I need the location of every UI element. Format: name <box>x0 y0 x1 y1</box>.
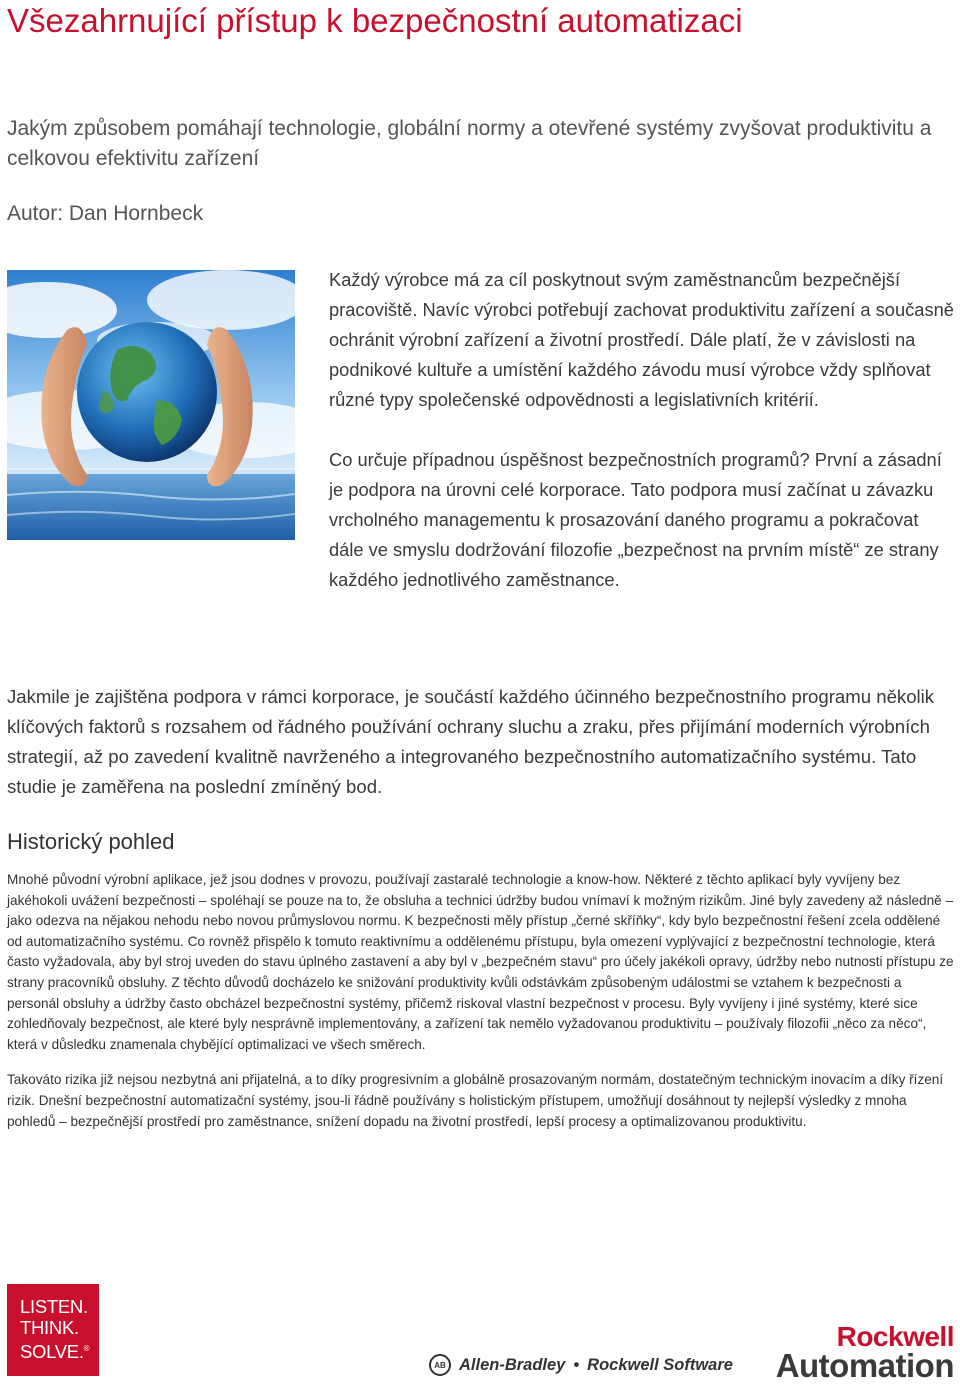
intro-paragraph: Co určuje případnou úspěšnost bezpečnostních programů? První a zásadní je podpora na úrovni celé korporace. Tato podpora musí začínat u závazku vrcholného managementu k prosazování daného programu a pokračovat dále ve smyslu dodržování filozofie „bezpečnost na prvním místě“ ze strany každého jednotlivého zaměstnance. <box>329 449 942 590</box>
page-title: Všezahrnující přístup k bezpečnostní automatizaci <box>7 2 743 39</box>
logo-line: SOLVE.® <box>20 1341 90 1363</box>
body-text <box>7 870 955 1132</box>
body-paragraph: Takováto rizika již nejsou nezbytná ani přijatelná, a to díky progresivním a globálně prosazovaným normám, dostatečným technickým inovacím a díky řízení rizik. Dnešní bezpečnostní automatizační systémy, jsou-li řádně používány s holistickým přístupem, umožňují dosáhnout ty nejlepší výsledky z mnoha pohledů – bezpečnější prostředí pro zaměstnance, snížení dopadu na životní prostředí, lepší procesy a optimalizovanou produktivitu. <box>7 1072 944 1129</box>
listen-think-solve-logo <box>7 1284 99 1376</box>
rockwell-automation-logo <box>775 1321 954 1384</box>
brand-allen-bradley: Allen-Bradley <box>459 1355 566 1374</box>
body-paragraph: Mnohé původní výrobní aplikace, jež jsou dodnes v provozu, používají zastaralé technologie a know-how. Některé z těchto aplikací byly vyvíjeny bez jakéhokoli uvážení bezpečnosti – spoléhají se pouze na to, že obsluha a technici údržby budou vnímaví k možným rizikům. Jiné byly zavedeny až následně – jako odezva na nějakou nehodu nebo novou průmyslovou normu. K bezpečnosti měly přístup „černé skříňky“, kdy bylo bezpečnostní řešení zcela oddělené od automatizačního systému. Co rovněž přispělo k tomuto reaktivnímu a oddělenému přístupu, byla omezení vyplývající z bezpečnostní technologie, která často vyžadovala, aby byl stroj uveden do stavu úplného zastavení a aby byl v „bezpečném stavu“ pro účely jakékoli opravy, údržby nebo nutnosti přístupu ze strany pracovníků obsluhy. Z těchto důvodů docházelo ke snižování produktivity kvůli odstávkám způsobeným událostmi se vztahem k bezpečnosti a personál obsluhy a údržby často obcházel bezpečnostní systémy, přičemž riskoval vlastní bezpečnost v procesu. Byly vyvíjeny i jiné systémy, které sice zohledňovaly bezpečnost, ale které byly nesprávně implementovány, a zařízení tak nemělo vyžadovanou produktivitu – používaly filozofii „něco za něco“, která v důsledku znamenala chybějící optimalizaci ve všech směrech. <box>7 872 954 1052</box>
brand-separator: • <box>573 1355 580 1374</box>
intro-paragraph: Každý výrobce má za cíl poskytnout svým zaměstnancům bezpečnější pracoviště. Navíc výrobci potřebují zachovat produktivitu zařízení a současně ochránit výrobní zařízení a životní prostředí. Dále platí, že v závislosti na podnikové kultuře a umístění každého závodu musí výrobce vždy splňovat různé typy společenské odpovědnosti a legislativních kritérií. <box>329 269 954 410</box>
logo-line: LISTEN. <box>20 1296 88 1317</box>
lead-paragraph: Jakmile je zajištěna podpora v rámci korporace, je součástí každého účinného bezpečnostního programu několik klíčových faktorů s rozsahem od řádného používání ochrany sluchu a zraku, přes přijímání moderních výrobních strategií, až po zavedení kvalitně navrženého a integrovaného bezpečnostního automatizačního systému. Tato studie je zaměřena na poslední zmíněný bod. <box>7 686 935 797</box>
author-line: Autor: Dan Hornbeck <box>7 202 204 225</box>
brand-strip <box>429 1354 733 1376</box>
hands-globe-image <box>7 270 295 540</box>
logo-automation: Automation <box>775 1347 954 1384</box>
allen-bradley-logo: AB <box>429 1354 451 1376</box>
subtitle: Jakým způsobem pomáhají technologie, globální normy a otevřené systémy zvyšovat produktivitu a celkovou efektivitu zařízení <box>7 117 932 170</box>
section-heading: Historický pohled <box>7 829 175 854</box>
logo-line: THINK. <box>20 1317 79 1338</box>
intro-column <box>329 265 954 595</box>
brand-rockwell-software: Rockwell Software <box>587 1355 733 1374</box>
logo-rockwell: Rockwell <box>836 1321 954 1352</box>
